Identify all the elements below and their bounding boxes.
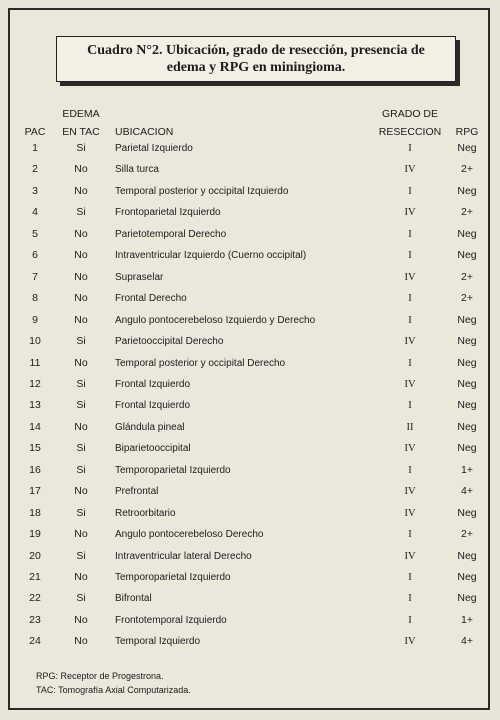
cell-ubicacion: Temporal posterior y occipital Derecho bbox=[115, 357, 286, 369]
cell-ubicacion: Retroorbitario bbox=[115, 507, 176, 519]
cell-edema: No bbox=[74, 571, 88, 583]
cell-rpg: Neg bbox=[457, 335, 477, 348]
cell-edema: No bbox=[74, 313, 88, 326]
cell-edema: No bbox=[74, 485, 88, 498]
cell-grado: IV bbox=[404, 636, 416, 648]
cell-grado: I bbox=[408, 529, 412, 541]
cell-pac: 23 bbox=[29, 613, 41, 626]
cell-pac: 15 bbox=[29, 442, 41, 455]
cell-pac: 10 bbox=[29, 335, 41, 348]
cell-grado: I bbox=[408, 185, 412, 197]
table-row bbox=[10, 546, 492, 567]
cell-pac: 14 bbox=[29, 420, 41, 433]
cell-rpg: Neg bbox=[457, 356, 477, 369]
cell-grado: I bbox=[408, 250, 412, 262]
cell-ubicacion: Silla turca bbox=[115, 164, 159, 176]
table-row bbox=[10, 353, 492, 374]
footnote-tac: TAC: Tomografía Axial Computarizada. bbox=[36, 685, 191, 695]
cell-edema: No bbox=[74, 184, 88, 197]
cell-grado: IV bbox=[404, 550, 416, 562]
cell-rpg: 2+ bbox=[461, 270, 473, 283]
cell-edema: Si bbox=[76, 506, 86, 519]
cell-pac: 16 bbox=[29, 463, 41, 476]
cell-ubicacion: Frontal Izquierdo bbox=[115, 378, 191, 390]
cell-rpg: 4+ bbox=[461, 485, 473, 498]
table-row bbox=[10, 202, 492, 223]
cell-grado: I bbox=[408, 293, 412, 305]
cell-pac: 20 bbox=[29, 549, 41, 562]
cell-rpg: Neg bbox=[457, 420, 477, 433]
table-row bbox=[10, 417, 492, 438]
cell-rpg: Neg bbox=[457, 399, 477, 412]
table-row bbox=[10, 588, 492, 609]
cell-rpg: Neg bbox=[457, 506, 477, 519]
cell-edema: Si bbox=[76, 399, 86, 412]
cell-pac: 6 bbox=[32, 249, 38, 262]
cell-ubicacion: Frontal Izquierdo bbox=[115, 400, 191, 412]
cell-edema: Si bbox=[76, 335, 86, 348]
cell-ubicacion: Prefrontal bbox=[115, 486, 159, 498]
cell-edema: No bbox=[74, 227, 88, 240]
table-title-line-2: edema y RPG en miningioma. bbox=[166, 60, 346, 75]
table-row bbox=[10, 481, 492, 502]
cell-grado: I bbox=[408, 593, 412, 605]
table-row bbox=[10, 224, 492, 245]
cell-edema: No bbox=[74, 420, 88, 433]
header-pac: PAC bbox=[24, 126, 46, 138]
cell-edema: No bbox=[74, 163, 88, 176]
cell-rpg: Neg bbox=[457, 142, 477, 154]
cell-rpg: Neg bbox=[457, 313, 477, 326]
header-ubicacion: UBICACION bbox=[115, 126, 174, 138]
cell-ubicacion: Angulo pontocerebeloso Derecho bbox=[115, 529, 264, 541]
cell-ubicacion: Temporoparietal Izquierdo bbox=[115, 464, 231, 476]
document-page bbox=[8, 8, 490, 710]
cell-grado: IV bbox=[404, 164, 416, 176]
cell-rpg: Neg bbox=[457, 227, 477, 240]
cell-edema: No bbox=[74, 635, 88, 648]
cell-grado: I bbox=[408, 143, 412, 154]
cell-pac: 8 bbox=[32, 292, 38, 305]
cell-ubicacion: Frontotemporal Izquierdo bbox=[115, 614, 227, 626]
cell-ubicacion: Temporoparietal Izquierdo bbox=[115, 572, 231, 583]
cell-ubicacion: Frontoparietal Izquierdo bbox=[115, 207, 221, 219]
cell-edema: No bbox=[74, 292, 88, 305]
footnote-rpg: RPG: Receptor de Progestrona. bbox=[36, 671, 164, 681]
cell-edema: No bbox=[74, 613, 88, 626]
cell-ubicacion: Supraselar bbox=[115, 271, 164, 283]
cell-pac: 17 bbox=[29, 485, 41, 498]
table-row bbox=[10, 524, 492, 545]
cell-pac: 22 bbox=[29, 592, 41, 605]
cell-pac: 11 bbox=[29, 356, 41, 369]
header-grado-line-1: GRADO DE bbox=[381, 108, 438, 120]
cell-rpg: Neg bbox=[457, 571, 477, 583]
table-row bbox=[10, 438, 492, 459]
table-row bbox=[10, 395, 492, 416]
cell-rpg: Neg bbox=[457, 442, 477, 455]
table-row bbox=[10, 159, 492, 180]
cell-grado: IV bbox=[404, 378, 416, 390]
cell-grado: I bbox=[408, 314, 412, 326]
cell-ubicacion: Angulo pontocerebeloso Izquierdo y Derecho bbox=[115, 314, 316, 326]
cell-grado: I bbox=[408, 572, 412, 583]
cell-edema: Si bbox=[76, 549, 86, 562]
table-row bbox=[10, 245, 492, 266]
cell-grado: IV bbox=[404, 207, 416, 219]
cell-edema: Si bbox=[76, 463, 86, 476]
table-row bbox=[10, 503, 492, 524]
cell-rpg: Neg bbox=[457, 184, 477, 197]
cell-edema: No bbox=[74, 356, 88, 369]
cell-rpg: Neg bbox=[457, 592, 477, 605]
table-title-line-1: Cuadro N°2. Ubicación, grado de resección, presencia de bbox=[87, 43, 425, 58]
cell-ubicacion: Parietal Izquierdo bbox=[115, 143, 193, 154]
cell-rpg: 2+ bbox=[461, 528, 473, 541]
cell-grado: I bbox=[408, 228, 412, 240]
header-rpg: RPG bbox=[455, 126, 479, 138]
table-row bbox=[10, 374, 492, 395]
table-row bbox=[10, 288, 492, 309]
cell-ubicacion: Biparietooccipital bbox=[115, 443, 191, 455]
cell-rpg: Neg bbox=[457, 549, 477, 562]
cell-pac: 24 bbox=[29, 635, 41, 648]
cell-rpg: Neg bbox=[457, 377, 477, 390]
cell-ubicacion: Glándula pineal bbox=[115, 421, 185, 433]
cell-rpg: 1+ bbox=[461, 463, 473, 476]
cell-ubicacion: Parietooccipital Derecho bbox=[115, 336, 224, 348]
cell-edema: Si bbox=[76, 377, 86, 390]
table-row bbox=[10, 610, 492, 631]
cell-edema: Si bbox=[76, 142, 86, 154]
cell-ubicacion: Bifrontal bbox=[115, 593, 152, 605]
cell-pac: 9 bbox=[32, 313, 38, 326]
cell-rpg: 2+ bbox=[461, 163, 473, 176]
table-row bbox=[10, 310, 492, 331]
cell-edema: No bbox=[74, 249, 88, 262]
header-edema-line-2: EN TAC bbox=[62, 126, 100, 138]
cell-ubicacion: Parietotemporal Derecho bbox=[115, 228, 227, 240]
cell-pac: 3 bbox=[32, 184, 38, 197]
cell-pac: 21 bbox=[29, 571, 41, 583]
cell-grado: IV bbox=[404, 336, 416, 348]
table-row bbox=[10, 331, 492, 352]
cell-pac: 13 bbox=[29, 399, 41, 412]
cell-pac: 19 bbox=[29, 528, 41, 541]
cell-edema: Si bbox=[76, 442, 86, 455]
cell-rpg: Neg bbox=[457, 249, 477, 262]
cell-edema: No bbox=[74, 270, 88, 283]
table-row bbox=[10, 567, 492, 588]
cell-rpg: 2+ bbox=[461, 292, 473, 305]
cell-grado: I bbox=[408, 357, 412, 369]
cell-edema: Si bbox=[76, 592, 86, 605]
cell-grado: IV bbox=[404, 486, 416, 498]
cell-edema: No bbox=[74, 528, 88, 541]
cell-pac: 2 bbox=[32, 163, 38, 176]
cell-ubicacion: Temporal posterior y occipital Izquierdo bbox=[115, 185, 289, 197]
cell-grado: IV bbox=[404, 507, 416, 519]
cell-ubicacion: Intraventricular Izquierdo (Cuerno occipital) bbox=[115, 250, 307, 262]
cell-grado: I bbox=[408, 614, 412, 626]
table-row bbox=[10, 631, 492, 652]
cell-pac: 12 bbox=[29, 377, 41, 390]
cell-ubicacion: Frontal Derecho bbox=[115, 293, 187, 305]
cell-grado: I bbox=[408, 400, 412, 412]
table-title-box bbox=[56, 36, 456, 82]
cell-rpg: 1+ bbox=[461, 613, 473, 626]
cell-ubicacion: Temporal Izquierdo bbox=[115, 636, 201, 648]
table-row bbox=[10, 181, 492, 202]
header-edema-line-1: EDEMA bbox=[62, 108, 100, 120]
cell-pac: 4 bbox=[32, 206, 38, 219]
table-row bbox=[10, 460, 492, 481]
cell-edema: Si bbox=[76, 206, 86, 219]
cell-pac: 7 bbox=[32, 270, 38, 283]
cell-pac: 5 bbox=[32, 227, 38, 240]
cell-grado: IV bbox=[404, 443, 416, 455]
cell-pac: 1 bbox=[32, 142, 38, 154]
cell-rpg: 4+ bbox=[461, 635, 473, 648]
cell-grado: II bbox=[406, 421, 414, 433]
cell-grado: IV bbox=[404, 271, 416, 283]
header-grado-line-2: RESECCION bbox=[378, 126, 442, 138]
cell-pac: 18 bbox=[29, 506, 41, 519]
cell-grado: I bbox=[408, 464, 412, 476]
cell-ubicacion: Intraventricular lateral Derecho bbox=[115, 550, 252, 562]
cell-rpg: 2+ bbox=[461, 206, 473, 219]
table-row bbox=[10, 138, 492, 159]
table-row bbox=[10, 267, 492, 288]
